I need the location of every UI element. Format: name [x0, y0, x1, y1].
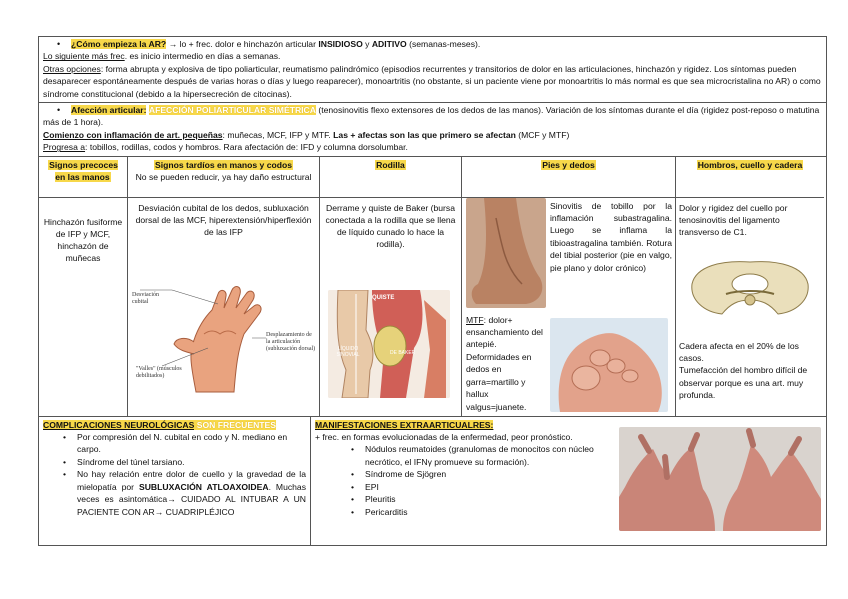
- col-late-signs: [128, 157, 320, 416]
- onset-tail: (semanas-meses).: [406, 39, 481, 49]
- next-label: Lo siguiente más frec: [43, 51, 125, 62]
- col-feet-head: [462, 157, 675, 198]
- mtf-label: MTF: [466, 314, 484, 325]
- small-joints-text: : muñecas, MCF, IFP y MTF.: [222, 129, 334, 140]
- col-knee: [320, 157, 462, 416]
- neuro-i3b: SUBLUXACIÓN ATLOAXOIDEA: [138, 481, 269, 492]
- col-early-title: Signos precoces en las manos: [49, 159, 118, 182]
- col-early-cell: [39, 198, 127, 416]
- hands-drawing: [619, 427, 821, 531]
- ankle-drawing: [466, 198, 546, 308]
- extra-item: • Pericarditis: [315, 506, 605, 518]
- document-page: [38, 36, 827, 546]
- signs-table: [39, 157, 826, 417]
- neuro-i3c: . Muchas veces es asintomática→ CUIDADO AL INTUBAR A UN PACIENTE CON AR→ CUADRIPLÉJICO: [77, 481, 306, 517]
- neuro-item: • Síndrome del túnel tarsiano.: [43, 456, 306, 468]
- affection-text: (tenosinovitis flexo extensores de los dedos de las manos). Variación de los síntomas durante el día (rigidez post-reposo o matutina más de 1 hora).: [43, 105, 820, 128]
- neuro-section: [39, 417, 311, 545]
- col-feet-cell: [462, 198, 675, 416]
- small-joints-label: Comienzo con inflamación de art. pequeñas: [43, 129, 223, 140]
- knee-label-cyst: QUISTE: [372, 294, 395, 301]
- col-early-signs: [39, 157, 128, 416]
- neuro-title: COMPLICACIONES NEUROLÓGICAS: [43, 419, 195, 430]
- col-shoulder-head: [676, 157, 824, 198]
- neuro-item-cervical: [43, 468, 306, 518]
- col-feet-title: Pies y dedos: [542, 159, 595, 170]
- col-shoulder-cell: [676, 198, 824, 416]
- col-knee-head: [320, 157, 461, 198]
- hand-label-valleys: "Valles" (músculos debilitados): [136, 365, 182, 379]
- insidious-term: INSIDIOSO: [318, 39, 363, 49]
- toes-photo: [550, 318, 668, 412]
- shoulder-notes: [679, 340, 819, 402]
- col-knee-cell: [320, 198, 461, 416]
- onset-question: ¿Cómo empieza la AR?: [71, 39, 167, 49]
- knee-label-fluid: LÍQUIDO SINOVIAL: [336, 345, 360, 358]
- hand-label-subluxation: Desplazamiento de la articulación (subluxación dorsal): [266, 331, 316, 352]
- hands-photo: [619, 427, 821, 531]
- toes-drawing: [550, 318, 668, 412]
- other-text: : forma abrupta y explosiva de tipo poliarticular, reumatismo palindrómico (episodios recurrentes y transitorios de dolor en las articulaciones, hinchazón y rigidez. Los síntomas pueden desaparecer espontáneamente después de varias horas o días y luego reaparecer), monoartritis (no obstante, si un paciente viene por monoartritis lo más normal es que sea microcristalina no AR) o como síndrome constitucional (debido a la hipersecreción de citocinas).: [43, 63, 821, 99]
- col-early-head: [39, 157, 127, 198]
- knee-drawing: [328, 290, 450, 398]
- neuro-i3a: No hay relación entre dolor de cuello y la gravedad de la mielopatía por: [77, 469, 306, 492]
- col-late-text: Desviación cubital de los dedos, subluxación dorsal de las MCF, hiperextensión/hiperflexión de las IFP: [135, 202, 312, 237]
- small-joints-tail: (MCF y MTF): [515, 129, 570, 140]
- neuro-title-tail: SON FRECUENTES: [194, 419, 277, 430]
- knee-label-baker: DE BAKER: [390, 349, 416, 356]
- knee-illustration: [328, 290, 450, 398]
- extra-item: • Síndrome de Sjögren: [315, 468, 605, 480]
- next-text: . es inicio intermedio en días a semanas.: [124, 51, 281, 62]
- small-joints-bold: Las + afectas son las que primero se afectan: [333, 129, 516, 140]
- extra-item: • Nódulos reumatoides (granulomas de monocitos con núcleo necrótico, el IFNγ promueve su formación).: [315, 443, 605, 468]
- atlas-illustration: [682, 254, 818, 328]
- col-late-head: [128, 157, 319, 198]
- additive-term: ADITIVO: [371, 39, 407, 49]
- progress-text: : tobillos, rodillas, codos y hombros. Rara afectación de: IFD y columna dorsolumbar.: [85, 142, 408, 153]
- col-shoulder-text: Dolor y rigidez del cuello por tenosinovitis del ligamento transverso de C1.: [679, 202, 788, 237]
- other-label: Otras opciones: [43, 63, 101, 74]
- affection-section: [39, 103, 826, 157]
- ankle-photo: [466, 198, 546, 308]
- hip-text: Cadera afecta en el 20% de los casos.: [679, 340, 799, 364]
- col-late-sub: No se pueden reducir, ya hay daño estructural: [135, 171, 312, 182]
- onset-conj: y: [362, 39, 372, 49]
- atlas-drawing: [682, 254, 818, 328]
- bottom-section: [39, 417, 826, 545]
- col-shoulder-title: Hombros, cuello y cadera: [697, 159, 803, 170]
- col-late-cell: [128, 198, 319, 416]
- mtf-text: : dolor+ ensanchamiento del antepié. Deformidades en dedos en garra=martillo y hallux valgus=juanete.: [466, 314, 543, 412]
- onset-section: • ¿Cómo empieza la AR? → lo + frec. dolor e hinchazón articular INSIDIOSO y ADITIVO (semanas-meses). Lo siguiente más frec. es inicio intermedio en días a semanas. Otras opciones: forma abrupta y explosiva de tipo poliarticular, reumatismo palindrómico (episodios recurrentes y transitorios de dolor en las articulaciones, hinchazón y rigidez. Los síntomas pueden desaparecer espontáneamente después de varias horas o días y luego reaparecer), monoartritis (no obstante, si un paciente viene por monoartritis lo más normal es que sea microcristalina no AR) o como síndrome constitucional (debido a la hipersecreción de citocinas).: [39, 37, 826, 103]
- extra-section: [311, 417, 826, 545]
- col-feet-text: Sinovitis de tobillo por la inflamación subastragalina. Luego se inflama la tibioastragalina también. Rotura del tibial posterior (pie en valgo, pie plano y dolor crónico): [550, 200, 672, 273]
- hand-illustration: [132, 274, 316, 402]
- mtf-block: [466, 314, 546, 413]
- extra-title: MANIFESTACIONES EXTRAARTICUALRES:: [315, 419, 494, 430]
- col-early-text: Hinchazón fusiforme de IFP y MCF, hinchazón de muñecas: [43, 216, 123, 263]
- hand-label-ulnar: Desviación cubital: [132, 291, 159, 305]
- col-late-title: Signos tardíos en manos y codos: [154, 159, 293, 170]
- col-feet: [462, 157, 676, 416]
- extra-intro: + frec. en formas evolucionadas de la enfermedad, peor pronóstico.: [315, 432, 573, 443]
- shoulder-text: Tumefacción del hombro difícil de observar porque es una art. muy profunda.: [679, 365, 808, 401]
- extra-item: • Pleuritis: [315, 493, 605, 505]
- onset-text: lo + frec. dolor e hinchazón articular: [179, 39, 319, 49]
- progress-label: Progresa a: [43, 142, 86, 153]
- neuro-item: • Por compresión del N. cubital en codo y N. mediano en carpo.: [43, 431, 306, 456]
- col-shoulder: [676, 157, 824, 416]
- affection-label: Afección articular:: [71, 105, 147, 116]
- extra-item: • EPI: [315, 481, 605, 493]
- col-knee-title: Rodilla: [376, 159, 405, 170]
- col-knee-text: Derrame y quiste de Baker (bursa conectada a la rodilla que se llena de líquido cunado lo hace la rodilla).: [325, 202, 456, 249]
- affection-highlight: AFECCIÓN POLIARTICULAR SIMÉTRICA: [148, 105, 316, 116]
